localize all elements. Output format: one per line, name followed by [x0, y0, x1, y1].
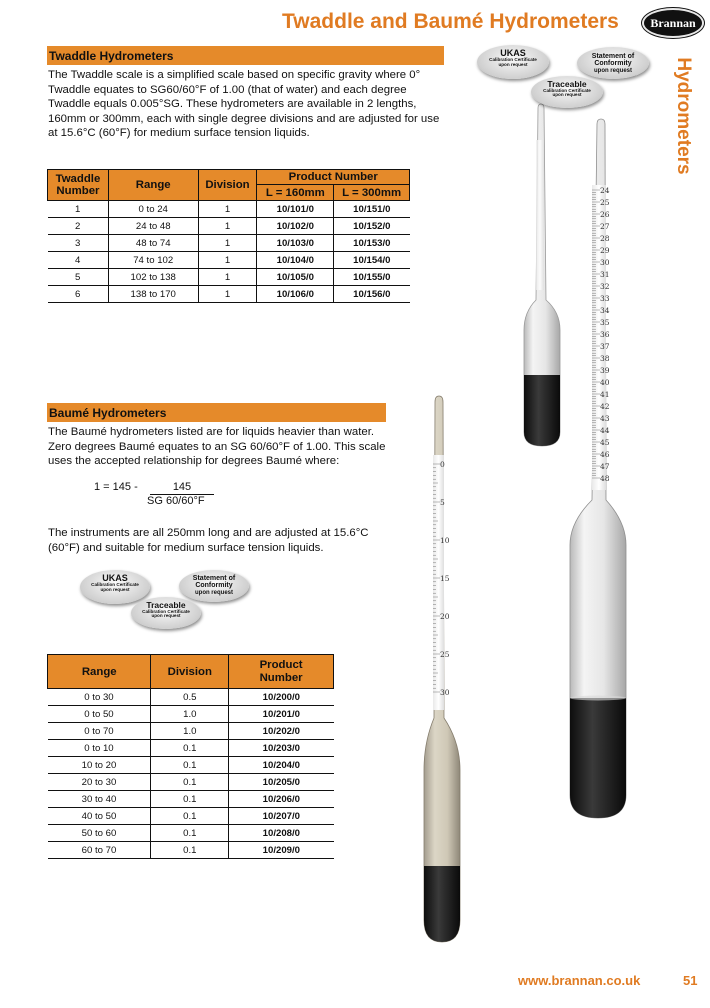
- col-l160: L = 160mm: [257, 185, 334, 201]
- twaddle-intro: The Twaddle scale is a simplified scale based on specific gravity where 0° Twaddle equates to SG60/60°F of 1.00 (that of water) and each degree Twaddle equals 0.005°SG. These hydrometers are available in 2 lengths, 160mm or 300mm, each with single degree divisions and are adjusted for use at 15.6°C (60°F) for medium surface tension liquids.: [48, 69, 440, 140]
- table-row: [48, 218, 410, 235]
- page-number: 51: [683, 973, 698, 988]
- table-cell-range: 0 to 24: [108, 201, 198, 218]
- table-cell-product: 10/208/0: [229, 825, 334, 842]
- scale-label: 20: [440, 612, 450, 621]
- conformity-badge-baume: Statement of Conformity upon request: [179, 570, 249, 602]
- twaddle-heading: Twaddle Hydrometers: [47, 46, 444, 65]
- table-cell-number: 2: [48, 218, 109, 235]
- scale-label: 40: [600, 378, 610, 387]
- table-row: [48, 689, 334, 706]
- table-cell-division: 1.0: [151, 706, 229, 723]
- table-cell-l300: 10/155/0: [334, 269, 410, 286]
- scale-label: 44: [600, 426, 610, 435]
- scale-label: 28: [600, 234, 610, 243]
- table-cell-division: 1: [198, 252, 257, 269]
- table-cell-product: 10/204/0: [229, 757, 334, 774]
- table-row: [48, 706, 334, 723]
- table-cell-l160: 10/101/0: [257, 201, 334, 218]
- table-cell-range: 74 to 102: [108, 252, 198, 269]
- traceable-badge-baume: Traceable Calibration Certificate upon request: [131, 597, 201, 629]
- scale-label: 48: [600, 474, 610, 483]
- scale-label: 32: [600, 282, 610, 291]
- table-cell-l300: 10/154/0: [334, 252, 410, 269]
- hydrometer-large: [570, 119, 626, 818]
- hydrometer-baume: [424, 396, 460, 942]
- hydrometer-small: [524, 104, 560, 446]
- table-cell-number: 4: [48, 252, 109, 269]
- scale-label: 39: [600, 366, 610, 375]
- table-row: [48, 791, 334, 808]
- scale-label: 41: [600, 390, 610, 399]
- table-cell-division: 1: [198, 286, 257, 303]
- table-row: [48, 808, 334, 825]
- table-cell-range: 0 to 10: [48, 740, 151, 757]
- table-cell-product: 10/206/0: [229, 791, 334, 808]
- table-cell-range: 40 to 50: [48, 808, 151, 825]
- table-cell-l300: 10/152/0: [334, 218, 410, 235]
- table-row: [48, 842, 334, 859]
- baume-table: [47, 654, 334, 859]
- baume-heading: Baumé Hydrometers: [47, 403, 386, 422]
- table-cell-number: 3: [48, 235, 109, 252]
- table-cell-l300: 10/153/0: [334, 235, 410, 252]
- table-row: [48, 235, 410, 252]
- table-cell-product: 10/205/0: [229, 774, 334, 791]
- baume-formula-lhs: 1 = 145 -: [94, 481, 138, 493]
- ukas-badge-baume: UKAS Calibration Certificate upon request: [80, 570, 150, 604]
- scale-label: 38: [600, 354, 610, 363]
- table-cell-product: 10/207/0: [229, 808, 334, 825]
- col-l300: L = 300mm: [334, 185, 410, 201]
- table-row: [48, 286, 410, 303]
- brand-logo: Brannan: [642, 8, 704, 38]
- scale-label: 31: [600, 270, 610, 279]
- table-cell-l160: 10/104/0: [257, 252, 334, 269]
- scale-label: 25: [440, 650, 450, 659]
- table-row: [48, 825, 334, 842]
- table-row: [48, 723, 334, 740]
- table-cell-range: 0 to 30: [48, 689, 151, 706]
- table-cell-range: 138 to 170: [108, 286, 198, 303]
- baume-intro: The Baumé hydrometers listed are for liquids heavier than water. Zero degrees Baumé equates to an SG 60/60°F of 1.00. This scale uses the accepted relationship for degrees Baumé where:: [48, 426, 386, 468]
- twaddle-table: [47, 169, 410, 303]
- table-cell-division: 0.5: [151, 689, 229, 706]
- scale-label: 47: [600, 462, 610, 471]
- scale-label: 34: [600, 306, 610, 315]
- scale-label: 30: [600, 258, 610, 267]
- table-row: [48, 740, 334, 757]
- scale-label: 15: [440, 574, 450, 583]
- table-cell-l160: 10/105/0: [257, 269, 334, 286]
- baume-formula-numerator: 145: [172, 481, 192, 493]
- table-cell-l300: 10/156/0: [334, 286, 410, 303]
- table-cell-range: 24 to 48: [108, 218, 198, 235]
- table-cell-product: 10/200/0: [229, 689, 334, 706]
- table-cell-division: 0.1: [151, 825, 229, 842]
- table-cell-product: 10/209/0: [229, 842, 334, 859]
- table-cell-range: 10 to 20: [48, 757, 151, 774]
- col-product-number: Product Number: [229, 655, 334, 689]
- table-cell-range: 102 to 138: [108, 269, 198, 286]
- table-cell-l160: 10/102/0: [257, 218, 334, 235]
- scale-label: 37: [600, 342, 610, 351]
- table-cell-product: 10/203/0: [229, 740, 334, 757]
- table-cell-number: 5: [48, 269, 109, 286]
- table-cell-l300: 10/151/0: [334, 201, 410, 218]
- table-row: [48, 201, 410, 218]
- scale-label: 10: [440, 536, 450, 545]
- scale-label: 30: [440, 688, 450, 697]
- scale-label: 35: [600, 318, 610, 327]
- col-range: Range: [48, 655, 151, 689]
- table-cell-l160: 10/106/0: [257, 286, 334, 303]
- table-cell-range: 60 to 70: [48, 842, 151, 859]
- table-cell-range: 0 to 70: [48, 723, 151, 740]
- table-row: [48, 269, 410, 286]
- table-cell-division: 0.1: [151, 842, 229, 859]
- scale-label: 46: [600, 450, 610, 459]
- table-cell-l160: 10/103/0: [257, 235, 334, 252]
- baume-formula-denominator: SG 60/60°F: [147, 495, 205, 507]
- table-row: [48, 252, 410, 269]
- scale-label: 45: [600, 438, 610, 447]
- col-range: Range: [108, 170, 198, 201]
- scale-label: 33: [600, 294, 610, 303]
- table-cell-division: 0.1: [151, 757, 229, 774]
- col-twaddle-number: Twaddle Number: [48, 170, 109, 201]
- col-product-number: Product Number: [257, 170, 410, 185]
- scale-label: 0: [440, 460, 445, 469]
- ukas-badge: UKAS Calibration Certificate upon request: [477, 45, 549, 79]
- table-cell-division: 1: [198, 218, 257, 235]
- table-cell-number: 6: [48, 286, 109, 303]
- table-cell-division: 0.1: [151, 791, 229, 808]
- traceable-badge: Traceable Calibration Certificate upon request: [531, 76, 603, 108]
- table-cell-division: 0.1: [151, 774, 229, 791]
- scale-label: 5: [440, 498, 445, 507]
- footer-url[interactable]: www.brannan.co.uk: [518, 973, 641, 988]
- scale-label: 36: [600, 330, 610, 339]
- baume-note: The instruments are all 250mm long and are adjusted at 15.6°C (60°F) and suitable for medium surface tension liquids.: [48, 527, 369, 554]
- table-cell-product: 10/201/0: [229, 706, 334, 723]
- table-cell-division: 0.1: [151, 740, 229, 757]
- table-cell-division: 1: [198, 269, 257, 286]
- scale-label: 24: [600, 186, 610, 195]
- table-row: [48, 757, 334, 774]
- side-tab-label: Hydrometers: [673, 57, 694, 175]
- scale-label: 42: [600, 402, 610, 411]
- table-cell-division: 1: [198, 201, 257, 218]
- table-cell-range: 20 to 30: [48, 774, 151, 791]
- scale-label: 26: [600, 210, 610, 219]
- table-cell-range: 50 to 60: [48, 825, 151, 842]
- page-title: Twaddle and Baumé Hydrometers: [282, 10, 619, 33]
- table-cell-range: 30 to 40: [48, 791, 151, 808]
- table-cell-division: 1: [198, 235, 257, 252]
- col-division: Division: [151, 655, 229, 689]
- table-cell-number: 1: [48, 201, 109, 218]
- table-cell-division: 1.0: [151, 723, 229, 740]
- table-cell-division: 0.1: [151, 808, 229, 825]
- conformity-badge: Statement of Conformity upon request: [577, 47, 649, 79]
- scale-label: 27: [600, 222, 610, 231]
- table-cell-product: 10/202/0: [229, 723, 334, 740]
- scale-label: 43: [600, 414, 610, 423]
- scale-label: 29: [600, 246, 610, 255]
- table-cell-range: 0 to 50: [48, 706, 151, 723]
- table-row: [48, 774, 334, 791]
- scale-label: 25: [600, 198, 610, 207]
- col-division: Division: [198, 170, 257, 201]
- table-cell-range: 48 to 74: [108, 235, 198, 252]
